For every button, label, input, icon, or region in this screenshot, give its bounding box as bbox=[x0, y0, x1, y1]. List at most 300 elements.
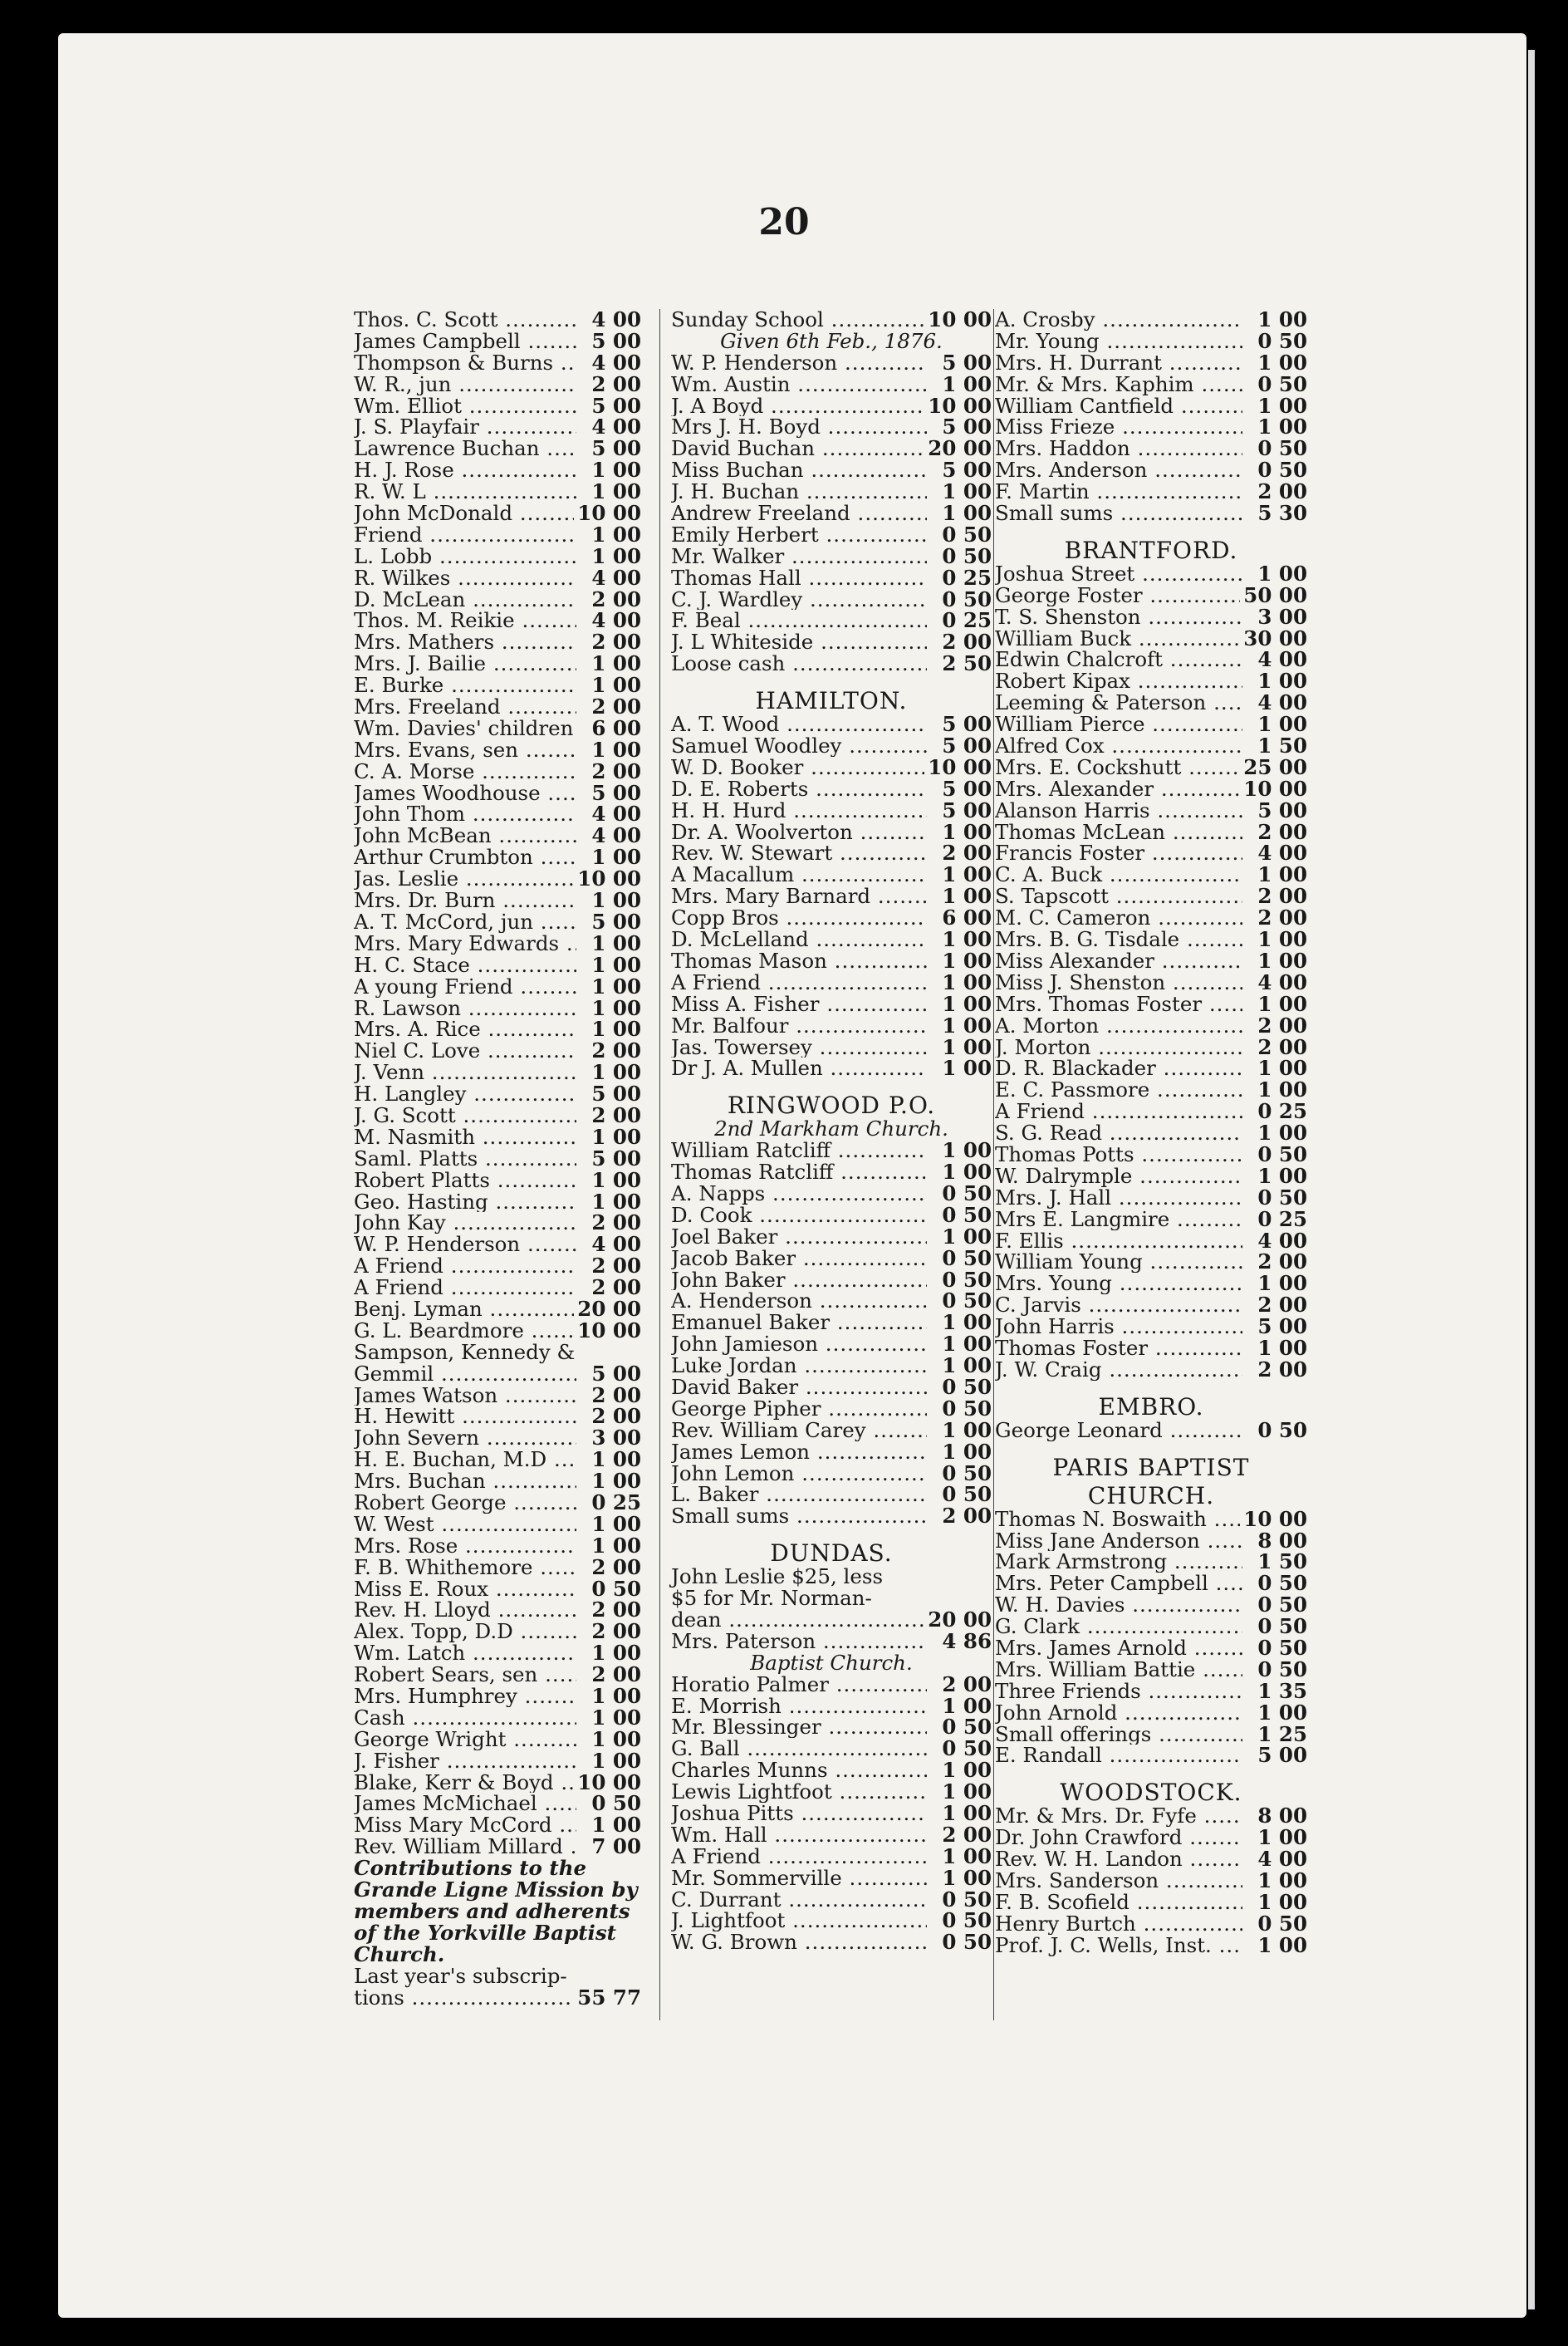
entry-name: tions ..... bbox=[354, 1987, 574, 2009]
entry-name: W. P. Henderson ..... bbox=[354, 1234, 576, 1255]
entry-name: John Harris ..... bbox=[995, 1316, 1242, 1337]
entry-row bbox=[995, 1637, 1307, 1659]
entry-amount: 4 00 bbox=[591, 608, 641, 633]
entry-row bbox=[671, 1417, 992, 1442]
entry-name: Three Friends ..... bbox=[995, 1681, 1242, 1702]
entry-row bbox=[354, 715, 641, 740]
entry-name: T. S. Shenston ..... bbox=[995, 606, 1242, 628]
entry-row bbox=[995, 649, 1307, 670]
entry-amount: 1 00 bbox=[591, 1017, 641, 1042]
entry-name: Emanuel Baker ..... bbox=[671, 1312, 927, 1333]
entry-row bbox=[995, 1034, 1307, 1059]
entry-row bbox=[995, 606, 1307, 628]
entry-name: W. H. Davies ..... bbox=[995, 1594, 1242, 1616]
entry-name: Jas. Towersey ..... bbox=[671, 1037, 927, 1058]
entry-row bbox=[995, 969, 1307, 994]
entry-amount: 1 00 bbox=[1257, 415, 1307, 439]
entry-amount: 4 00 bbox=[591, 350, 641, 375]
entry-name: D. E. Roberts ..... bbox=[671, 778, 927, 800]
entry-amount: 2 00 bbox=[1257, 1357, 1307, 1382]
entry-row bbox=[995, 1079, 1307, 1101]
entry-row bbox=[354, 696, 641, 718]
entry-row bbox=[995, 950, 1307, 972]
entry-name: S. Tapscott ..... bbox=[995, 886, 1242, 907]
entry-amount: 5 00 bbox=[942, 734, 992, 758]
entry-name: F. Beal ..... bbox=[671, 610, 927, 631]
entry-row bbox=[995, 1417, 1307, 1442]
entry-name: Miss Alexander ..... bbox=[995, 950, 1242, 972]
entry-name: William Cantfield ..... bbox=[995, 395, 1242, 417]
entry-name: David Baker ..... bbox=[671, 1377, 927, 1398]
entry-name: Mrs. Mary Barnard ..... bbox=[671, 886, 927, 907]
section-subheading: 2nd Markham Church. bbox=[714, 1117, 948, 1141]
entry-row bbox=[354, 1212, 641, 1234]
entry-amount: 50 00 bbox=[1243, 582, 1307, 607]
entry-name: Mrs. Mary Edwards ..... bbox=[354, 933, 576, 955]
entry-amount: 1 00 bbox=[591, 845, 641, 870]
entry-row bbox=[995, 1913, 1307, 1935]
entry-name: J. Fisher ..... bbox=[354, 1750, 576, 1772]
entry-name: L. Baker ..... bbox=[671, 1484, 927, 1505]
entry-name: C. A. Morse ..... bbox=[354, 761, 576, 783]
entry-row bbox=[671, 586, 992, 611]
entry-row bbox=[354, 438, 641, 459]
entry-amount: 5 00 bbox=[1257, 798, 1307, 822]
entry-name: Leeming & Paterson ..... bbox=[995, 692, 1242, 714]
entry-amount: 1 50 bbox=[1257, 734, 1307, 758]
entry-amount: 1 25 bbox=[1257, 1721, 1307, 1746]
entry-amount: 1 00 bbox=[1257, 991, 1307, 1016]
entry-name: Mr. & Mrs. Kaphim ..... bbox=[995, 374, 1242, 395]
section-gap bbox=[995, 1381, 1307, 1391]
entry-name: Dr J. A. Mullen ..... bbox=[671, 1058, 927, 1079]
entry-row bbox=[354, 1040, 641, 1062]
entry-amount: 5 00 bbox=[942, 776, 992, 801]
entry-row bbox=[671, 1693, 992, 1718]
entry-row bbox=[354, 780, 641, 805]
entry-amount: 1 00 bbox=[591, 1060, 641, 1085]
entry-name: J. G. Scott ..... bbox=[354, 1105, 576, 1126]
entry-row bbox=[671, 1034, 992, 1059]
entry-amount: 0 50 bbox=[942, 1736, 992, 1761]
entry-row bbox=[354, 610, 641, 631]
entry-name: R. Wilkes ..... bbox=[354, 567, 576, 589]
entry-amount: 0 50 bbox=[1257, 328, 1307, 353]
entry-amount: 5 00 bbox=[591, 393, 641, 418]
entry-amount: 4 00 bbox=[591, 307, 641, 331]
entry-amount: 1 00 bbox=[1257, 1271, 1307, 1296]
entry-name: J. Morton ..... bbox=[995, 1037, 1242, 1058]
entry-row bbox=[671, 543, 992, 568]
section-heading: DUNDAS. bbox=[770, 1539, 893, 1568]
entry-name: Mrs. Freeland ..... bbox=[354, 696, 576, 718]
entry-amount: 5 00 bbox=[591, 1146, 641, 1171]
entry-row bbox=[354, 524, 641, 546]
entry-row bbox=[995, 1530, 1307, 1552]
entry-row bbox=[995, 1015, 1307, 1037]
entry-amount: 5 00 bbox=[1257, 1314, 1307, 1339]
section-gap bbox=[995, 1766, 1307, 1777]
entry-row bbox=[354, 1769, 641, 1794]
entry-amount: 0 50 bbox=[942, 1245, 992, 1270]
text-line: Sampson, Kennedy & bbox=[354, 1339, 576, 1364]
entry-name: Samuel Woodley ..... bbox=[671, 735, 927, 757]
entry-amount: 1 00 bbox=[591, 1511, 641, 1536]
entry-amount: 0 50 bbox=[1257, 1417, 1307, 1442]
entry-amount: 4 00 bbox=[591, 802, 641, 827]
entry-row bbox=[354, 1578, 641, 1600]
entry-amount: 0 50 bbox=[1257, 1656, 1307, 1681]
section-subheading: Baptist Church. bbox=[750, 1650, 913, 1675]
entry-amount: 2 00 bbox=[591, 586, 641, 611]
entry-name: G. Ball ..... bbox=[671, 1738, 927, 1760]
entry-row bbox=[671, 1910, 992, 1931]
entry-row bbox=[671, 567, 992, 589]
entry-row bbox=[354, 1987, 641, 2009]
entry-row bbox=[354, 543, 641, 568]
entry-amount: 0 50 bbox=[1257, 1635, 1307, 1660]
entry-amount: 2 00 bbox=[1257, 1034, 1307, 1059]
entry-name: Mr. Balfour ..... bbox=[671, 1015, 927, 1037]
entry-row bbox=[354, 653, 641, 675]
column-1 bbox=[354, 309, 641, 2008]
entry-row bbox=[995, 735, 1307, 757]
entry-amount: 2 00 bbox=[591, 1254, 641, 1279]
entry-name: D. McLean ..... bbox=[354, 589, 576, 611]
entry-amount: 4 00 bbox=[1257, 690, 1307, 715]
entry-row bbox=[995, 395, 1307, 417]
entry-name: Thompson & Burns ..... bbox=[354, 352, 576, 374]
entry-name: Thomas Potts ..... bbox=[995, 1144, 1242, 1166]
entry-row bbox=[354, 1234, 641, 1255]
entry-amount: 0 50 bbox=[942, 1202, 992, 1227]
entry-name: W. P. Henderson ..... bbox=[671, 352, 927, 374]
entry-name: Mrs. H. Durrant ..... bbox=[995, 352, 1242, 374]
entry-name: Lewis Lightfoot ..... bbox=[671, 1781, 927, 1803]
entry-amount: 10 00 bbox=[928, 754, 992, 779]
entry-name: William Ratcliff ..... bbox=[671, 1140, 927, 1161]
entry-amount: 10 00 bbox=[1243, 1506, 1307, 1531]
entry-name: Mrs. Anderson ..... bbox=[995, 459, 1242, 481]
entry-row bbox=[671, 416, 992, 438]
entry-name: F. B. Scofield ..... bbox=[995, 1892, 1242, 1913]
section-heading: BRANTFORD. bbox=[1064, 536, 1238, 564]
entry-amount: 0 50 bbox=[942, 1715, 992, 1740]
entry-amount: 1 00 bbox=[942, 501, 992, 526]
entry-row bbox=[671, 1245, 992, 1270]
entry-row bbox=[354, 930, 641, 955]
entry-row bbox=[354, 1126, 641, 1148]
entry-row bbox=[995, 1506, 1307, 1531]
entry-amount: 1 00 bbox=[1257, 927, 1307, 952]
entry-row bbox=[995, 692, 1307, 714]
entry-name: Wm. Austin ..... bbox=[671, 374, 927, 395]
entry-row bbox=[671, 1716, 992, 1738]
entry-amount: 0 50 bbox=[1257, 1911, 1307, 1936]
entry-name: Mr. Young ..... bbox=[995, 331, 1242, 352]
entry-row bbox=[671, 1333, 992, 1355]
entry-amount: 0 50 bbox=[942, 1374, 992, 1399]
entry-name: John Thom ..... bbox=[354, 803, 576, 825]
entry-row bbox=[354, 371, 641, 396]
entry-name: A. Crosby ..... bbox=[995, 309, 1242, 331]
entry-name: D. Cook ..... bbox=[671, 1205, 927, 1226]
note-paragraph: Contributions to the Grande Ligne Mission by members and adherents of the Yorkville Baptist Church. bbox=[354, 1856, 638, 1966]
entry-row bbox=[671, 800, 992, 822]
column-3 bbox=[995, 309, 1307, 1956]
entry-row bbox=[354, 1664, 641, 1686]
entry-name: Mrs. J. Bailie ..... bbox=[354, 653, 576, 675]
entry-row bbox=[354, 1255, 641, 1277]
entry-amount: 1 00 bbox=[591, 1705, 641, 1730]
entry-amount: 2 00 bbox=[1257, 906, 1307, 930]
section-gap bbox=[995, 524, 1307, 535]
next-page-edge bbox=[1528, 50, 1535, 2309]
entry-name: John McBean ..... bbox=[354, 825, 576, 847]
entry-name: George Foster ..... bbox=[995, 585, 1240, 606]
entry-row bbox=[354, 1148, 641, 1170]
entry-row bbox=[354, 739, 641, 761]
entry-amount: 1 00 bbox=[942, 1310, 992, 1335]
entry-name: J. Venn ..... bbox=[354, 1062, 576, 1083]
entry-name: Charles Munns ..... bbox=[671, 1760, 927, 1781]
entry-amount: 20 00 bbox=[928, 1607, 992, 1632]
entry-name: A young Friend ..... bbox=[354, 976, 576, 998]
entry-row bbox=[995, 1656, 1307, 1681]
entry-name: Lawrence Buchan ..... bbox=[354, 438, 576, 459]
entry-name: Mr. Sommerville ..... bbox=[671, 1867, 927, 1889]
entry-row bbox=[995, 1359, 1307, 1381]
section-heading: RINGWOOD P.O. bbox=[727, 1092, 936, 1120]
entry-name: Mrs. William Battie ..... bbox=[995, 1659, 1242, 1681]
entry-row bbox=[995, 778, 1307, 800]
entry-row bbox=[354, 1535, 641, 1557]
entry-amount: 10 00 bbox=[577, 1318, 641, 1342]
entry-row bbox=[995, 800, 1307, 822]
entry-amount: 5 00 bbox=[591, 909, 641, 934]
entry-name: Small offerings ..... bbox=[995, 1724, 1242, 1745]
entry-amount: 1 00 bbox=[591, 1124, 641, 1149]
entry-name: R. W. L ..... bbox=[354, 481, 576, 503]
entry-row bbox=[995, 714, 1307, 735]
entry-row bbox=[354, 1470, 641, 1492]
entry-row bbox=[995, 1721, 1307, 1746]
entry-amount: 5 00 bbox=[591, 436, 641, 461]
entry-amount: 1 00 bbox=[942, 1138, 992, 1163]
entry-name: H. H. Hurd ..... bbox=[671, 800, 927, 822]
column-2 bbox=[671, 309, 992, 1953]
entry-name: Miss Mary McCord ..... bbox=[354, 1814, 576, 1836]
entry-row bbox=[354, 631, 641, 653]
entry-row bbox=[671, 653, 992, 675]
entry-name: Thomas N. Boswaith ..... bbox=[995, 1509, 1240, 1530]
entry-row bbox=[671, 714, 992, 735]
entry-name: A Friend ..... bbox=[671, 1846, 927, 1867]
entry-row bbox=[354, 1642, 641, 1664]
entry-name: Sunday School ..... bbox=[671, 309, 924, 331]
entry-name: W. D. Booker ..... bbox=[671, 757, 924, 778]
entry-row bbox=[354, 1836, 641, 1858]
entry-amount: 5 30 bbox=[1257, 501, 1307, 526]
entry-amount: 2 00 bbox=[591, 1210, 641, 1235]
entry-name: J. W. Craig ..... bbox=[995, 1359, 1242, 1381]
entry-amount: 1 00 bbox=[591, 1189, 641, 1214]
entry-row bbox=[995, 842, 1307, 864]
entry-name: Thomas Hall ..... bbox=[671, 567, 927, 589]
entry-name: Wm. Elliot ..... bbox=[354, 395, 576, 417]
entry-name: Robert George ..... bbox=[354, 1492, 576, 1514]
entry-name: John Lemon ..... bbox=[671, 1463, 927, 1485]
entry-amount: 2 00 bbox=[942, 841, 992, 866]
entry-name: A Friend ..... bbox=[995, 1101, 1242, 1122]
entry-row bbox=[671, 503, 992, 524]
entry-row bbox=[671, 1609, 992, 1631]
entry-name: Mrs. E. Cockshutt ..... bbox=[995, 757, 1240, 778]
entry-amount: 5 00 bbox=[942, 712, 992, 737]
entry-name: Prof. J. C. Wells, Inst. ..... bbox=[995, 1935, 1242, 1956]
entry-name: Mrs. Mathers ..... bbox=[354, 631, 576, 653]
entry-row bbox=[354, 567, 641, 589]
entry-row bbox=[671, 1738, 992, 1760]
entry-name: Joshua Pitts ..... bbox=[671, 1803, 927, 1824]
entry-row bbox=[354, 1449, 641, 1470]
entry-amount: 1 00 bbox=[591, 974, 641, 999]
entry-row bbox=[995, 1551, 1307, 1573]
entry-row bbox=[671, 1931, 992, 1953]
entry-amount: 5 00 bbox=[591, 1082, 641, 1107]
entry-row bbox=[671, 1671, 992, 1696]
entry-amount: 0 50 bbox=[1257, 1141, 1307, 1166]
entry-amount: 1 00 bbox=[1257, 1163, 1307, 1188]
entry-amount: 4 00 bbox=[1257, 1847, 1307, 1872]
entry-amount: 1 00 bbox=[591, 543, 641, 568]
entry-row bbox=[671, 395, 992, 417]
entry-name: Rev. W. Stewart ..... bbox=[671, 842, 927, 864]
entry-name: F. Martin ..... bbox=[995, 481, 1242, 503]
entry-name: Niel C. Love ..... bbox=[354, 1040, 576, 1062]
entry-name: William Pierce ..... bbox=[995, 714, 1242, 735]
entry-row bbox=[354, 481, 641, 503]
text-line: Last year's subscrip- bbox=[354, 1963, 567, 1988]
entry-amount: 1 00 bbox=[942, 1353, 992, 1378]
entry-row bbox=[671, 1760, 992, 1781]
entry-amount: 5 00 bbox=[591, 328, 641, 353]
entry-name: Rev. H. Lloyd ..... bbox=[354, 1599, 576, 1621]
entry-row bbox=[671, 778, 992, 800]
entry-row bbox=[995, 1932, 1307, 1957]
entry-row bbox=[671, 1290, 992, 1312]
entry-name: C. Durrant ..... bbox=[671, 1889, 927, 1911]
entry-amount: 1 00 bbox=[942, 1693, 992, 1718]
entry-row bbox=[671, 886, 992, 907]
entry-name: Alfred Cox ..... bbox=[995, 735, 1242, 757]
entry-amount: 0 50 bbox=[942, 586, 992, 611]
entry-amount: 0 50 bbox=[1257, 458, 1307, 483]
entry-amount: 2 00 bbox=[942, 1504, 992, 1529]
entry-row bbox=[354, 1750, 641, 1772]
entry-row bbox=[671, 1824, 992, 1846]
entry-row bbox=[995, 438, 1307, 459]
entry-name: A. Morton ..... bbox=[995, 1015, 1242, 1037]
entry-amount: 0 50 bbox=[942, 1180, 992, 1205]
entry-name: Miss Jane Anderson ..... bbox=[995, 1530, 1242, 1552]
entry-name: A Friend ..... bbox=[354, 1277, 576, 1298]
entry-amount: 4 86 bbox=[942, 1628, 992, 1653]
entry-name: Miss J. Shenston ..... bbox=[995, 972, 1242, 994]
entry-row bbox=[671, 631, 992, 653]
entry-name: Miss Frieze ..... bbox=[995, 416, 1242, 438]
entry-name: Mr. Walker ..... bbox=[671, 546, 927, 567]
entry-name: Mrs. James Arnold ..... bbox=[995, 1637, 1242, 1659]
entry-row bbox=[671, 1058, 992, 1079]
entry-row bbox=[995, 1702, 1307, 1724]
entry-name: Mrs. Peter Campbell ..... bbox=[995, 1573, 1242, 1594]
entry-name: Rev. W. H. Landon ..... bbox=[995, 1848, 1242, 1870]
entry-row bbox=[354, 328, 641, 353]
entry-row bbox=[354, 416, 641, 438]
entry-name: Wm. Latch ..... bbox=[354, 1642, 576, 1664]
entry-name: John Jamieson ..... bbox=[671, 1333, 927, 1355]
entry-amount: 7 00 bbox=[591, 1834, 641, 1859]
entry-amount: 2 00 bbox=[591, 1404, 641, 1429]
entry-row bbox=[995, 991, 1307, 1016]
entry-row bbox=[995, 1745, 1307, 1766]
entry-name: Alanson Harris ..... bbox=[995, 800, 1242, 822]
entry-row bbox=[995, 1230, 1307, 1252]
entry-name: Mrs. A. Rice ..... bbox=[354, 1018, 576, 1040]
entry-row bbox=[671, 864, 992, 886]
entry-name: Small sums ..... bbox=[995, 503, 1242, 524]
entry-row bbox=[995, 352, 1307, 374]
entry-row bbox=[354, 976, 641, 998]
entry-amount: 4 00 bbox=[1257, 969, 1307, 994]
entry-name: Jacob Baker ..... bbox=[671, 1248, 927, 1269]
entry-name: A Friend ..... bbox=[354, 1255, 576, 1277]
entry-amount: 5 00 bbox=[591, 1361, 641, 1386]
entry-row bbox=[995, 1573, 1307, 1594]
entry-amount: 1 00 bbox=[1257, 712, 1307, 737]
entry-row bbox=[354, 675, 641, 696]
entry-row bbox=[671, 950, 992, 972]
section-gap bbox=[671, 1527, 992, 1538]
entry-amount: 0 50 bbox=[1257, 371, 1307, 396]
entry-row bbox=[671, 754, 992, 779]
entry-name: W. West ..... bbox=[354, 1514, 576, 1535]
entry-name: J. A Boyd ..... bbox=[671, 395, 924, 417]
entry-name: A. T. McCord, jun ..... bbox=[354, 911, 576, 933]
entry-name: Wm. Hall ..... bbox=[671, 1824, 927, 1846]
entry-name: Loose cash ..... bbox=[671, 653, 927, 675]
entry-name: A. Henderson ..... bbox=[671, 1290, 927, 1312]
entry-amount: 2 00 bbox=[591, 1038, 641, 1063]
entry-amount: 0 50 bbox=[942, 1460, 992, 1485]
entry-name: Dr. A. Woolverton ..... bbox=[671, 822, 927, 843]
entry-name: Geo. Hasting ..... bbox=[354, 1191, 576, 1213]
text-line: John Leslie $25, less bbox=[671, 1564, 884, 1589]
entry-name: C. Jarvis ..... bbox=[995, 1294, 1242, 1316]
entry-row bbox=[995, 416, 1307, 438]
entry-amount: 1 00 bbox=[1257, 1335, 1307, 1360]
entry-name: A Macallum ..... bbox=[671, 864, 927, 886]
entry-amount: 10 00 bbox=[577, 1769, 641, 1794]
entry-amount: 5 00 bbox=[942, 350, 992, 375]
entry-amount: 5 00 bbox=[942, 415, 992, 439]
entry-amount: 1 00 bbox=[591, 1813, 641, 1838]
entry-amount: 0 50 bbox=[1257, 436, 1307, 461]
entry-row bbox=[354, 1554, 641, 1579]
entry-name: Miss Buchan ..... bbox=[671, 459, 927, 481]
entry-amount: 1 00 bbox=[591, 1469, 641, 1494]
